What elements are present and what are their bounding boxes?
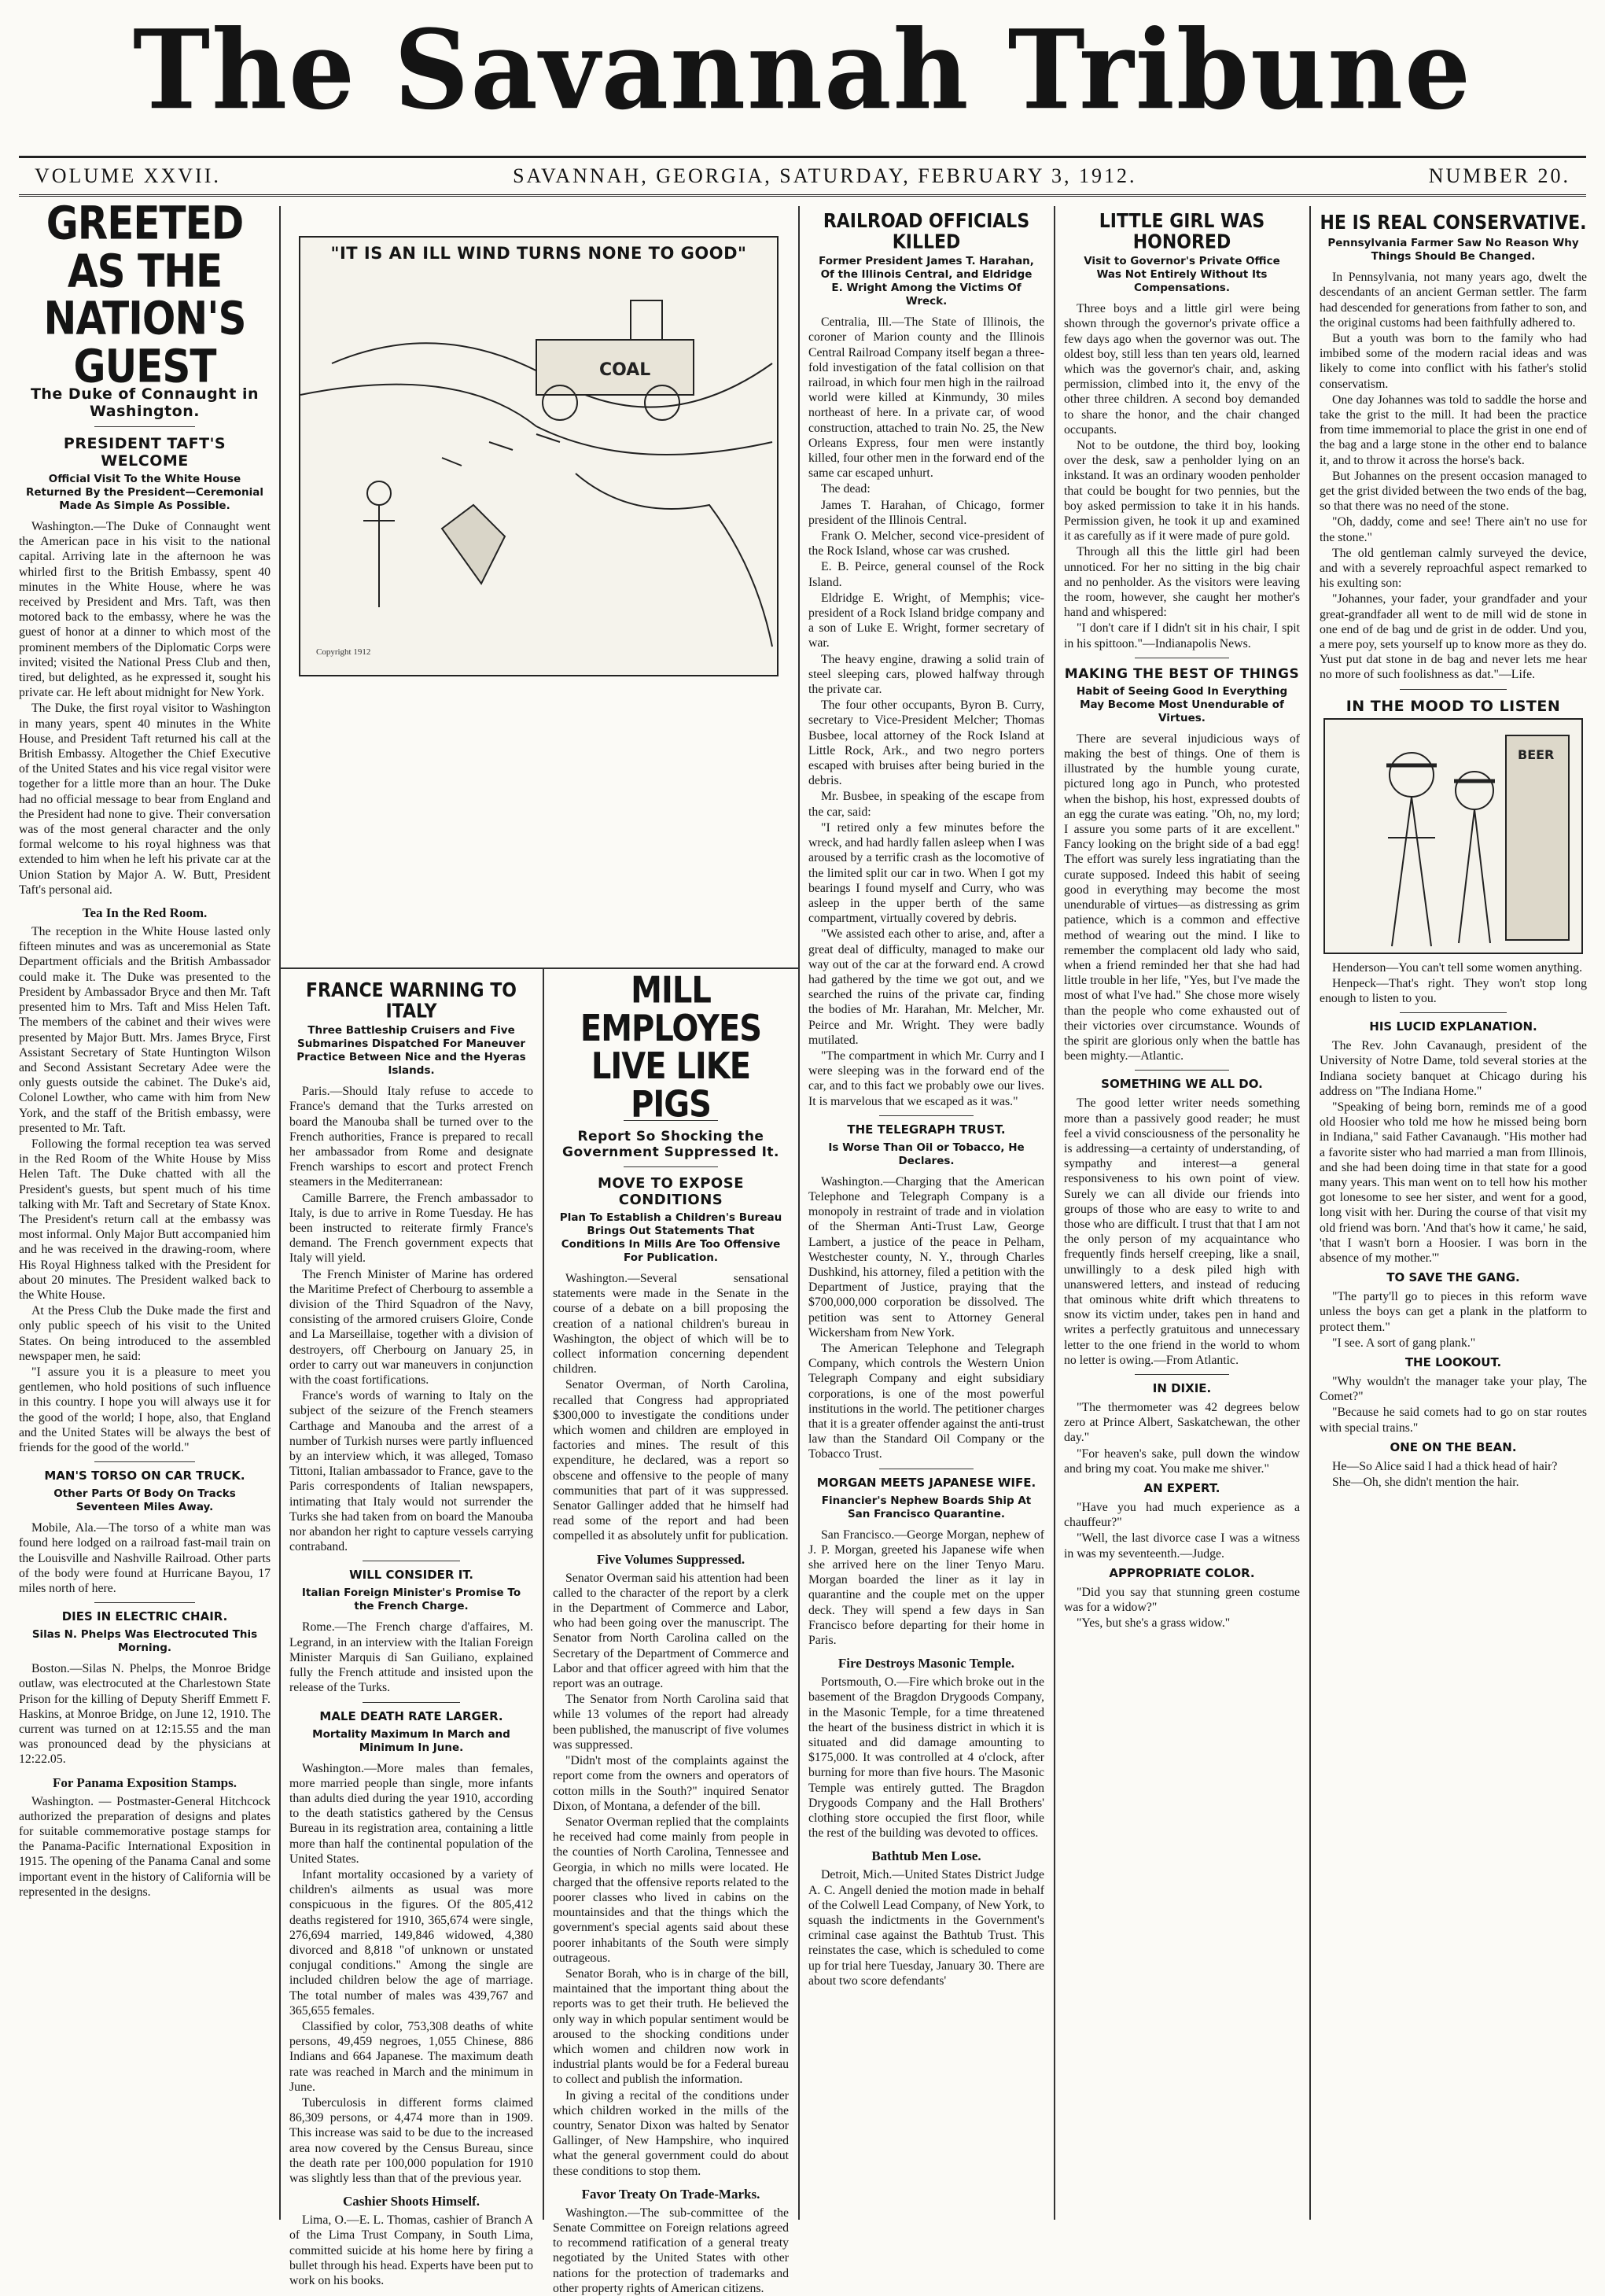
place-date: SAVANNAH, GEORGIA, SATURDAY, FEBRUARY 3, 1912. xyxy=(513,164,1137,187)
column-6 xyxy=(1312,206,1595,2220)
section-rule xyxy=(281,967,798,969)
deck-taft: Official Visit To the White House Returned By the President—Ceremonial Made As Simple As Possible. xyxy=(25,473,264,512)
subhead: Fire Destroys Masonic Temple. xyxy=(837,1656,1015,1671)
paragraph: Washington.—Several sensational statements were made in the Senate in the course of a debate on a bill proposing the creation of a national children's bureau in Washington, the object of which will be to collect information concerning dependent children. xyxy=(553,1272,789,1376)
headline-gang: TO SAVE THE GANG. xyxy=(1386,1270,1520,1285)
paragraph: He—So Alice said I had a thick head of hair? xyxy=(1332,1459,1558,1473)
paragraph: "Because he said comets had to go on star routes with special trains." xyxy=(1320,1406,1587,1435)
headline-railroad: RAILROAD OFFICIALS KILLED xyxy=(823,210,1030,254)
deck-death: Mortality Maximum In March and Minimum In June. xyxy=(312,1727,510,1754)
paragraph: Detroit, Mich.—United States District Judge A. C. Angell denied the motion made in behalf of the Colwell Lead Company, of New York, to squash the indictments in the Government's criminal case against the Bathtub Trust. This reinstates the case, which is scheduled to come up for trial here Tuesday, January 30. There are about two score defendants' xyxy=(808,1868,1044,1988)
deck-mill: Report So Shocking the Government Suppressed It. xyxy=(562,1129,779,1160)
headline-something: SOMETHING WE ALL DO. xyxy=(1101,1077,1263,1092)
paragraph: Senator Borah, who is in charge of the bill, maintained that the important thing about the reports was to get their truth. He believed the only way in which popular sentiment would be aroused to the shocking conditions under which women and children now work in industrial plants would be for a Federal bureau to collect and publish the information. xyxy=(553,1966,789,2087)
subhead: Bathtub Men Lose. xyxy=(871,1848,981,1864)
headline-morgan: MORGAN MEETS JAPANESE WIFE. xyxy=(816,1475,1036,1490)
headline-france: FRANCE WARNING TO ITALY xyxy=(306,979,517,1023)
paragraph: Centralia, Ill.—The State of Illinois, the coroner of Marion county and the Illinois Central Railroad Company itself began a three-fold investigation of the fatal collision on that railroad, in which four men high in the railroad world were killed at Kinmundy, 30 miles northeast of here. In a private car, of wood construction, attached to train No. 25, the New Orleans Express, four men were instantly killed, four other men in the forward end of the same car escaped unhurt. xyxy=(808,315,1044,481)
paragraph: "For heaven's sake, pull down the window and bring my coat. You make me shiver." xyxy=(1064,1447,1300,1476)
paragraph: "Why wouldn't the manager take your play, The Comet?" xyxy=(1320,1375,1587,1404)
paragraph: "Didn't most of the complaints against the report come from the owners and operators of cotton mills in the South?" inquired Senator Dixon, of Montana, a defender of the bill. xyxy=(553,1754,789,1813)
paragraph: "Have you had much experience as a chauffeur?" xyxy=(1064,1501,1300,1530)
paragraph: The dead: xyxy=(821,482,871,496)
headline-dixie: IN DIXIE. xyxy=(1152,1380,1212,1395)
headline-mill: MILL EMPLOYES LIVE LIKE PIGS xyxy=(580,970,762,1126)
paragraph: "Speaking of being born, reminds me of a good old Hoosier who told me how he missed being born in Indiana," said Father Cavanaugh. "His mother had a favorite sister who had married a man from Illinois, and she had been doing time in that state for a good many years. This man went on to tell how his mother got lonesome to see her sister, and went for a good, long visit with her. During the course of that visit my old friend was born. 'And that's how it came,' he said, 'that I wasn't born a Hoosier. I was born in the absence of my mother.'" xyxy=(1320,1100,1587,1266)
headline-expose: MOVE TO EXPOSE CONDITIONS xyxy=(598,1175,744,1208)
headline-torso: MAN'S TORSO ON CAR TRUCK. xyxy=(44,1469,245,1483)
headline-lucid: HIS LUCID EXPLANATION. xyxy=(1369,1019,1537,1034)
paragraph: Frank O. Melcher, second vice-president of the Rock Island, whose car was crushed. xyxy=(808,529,1044,558)
paragraph: The four other occupants, Byron B. Curry, secretary to Vice-President Melcher; Thomas Busbee, local attorney of the Rock Island at Little Rock, Ark., and two negro porters escaped with bruises after being buried in the debris. xyxy=(808,698,1044,788)
paragraph: But Johannes on the present occasion managed to get the grist divided between the two ends of the bag, so that there was no need of the stone. xyxy=(1320,469,1587,514)
dateline xyxy=(19,156,1586,197)
headline-duke: GREETED AS THE NATION'S GUEST xyxy=(43,197,246,392)
paragraph: Henderson—You can't tell some women anything. xyxy=(1332,960,1583,975)
paragraph: Not to be outdone, the third boy, looking over the desk, saw a penholder lying on an inkstand. It was an ordinary wooden penholder that could be bought for two pennies, but the boy asked permission to take it in his hands. Permission given, he took it up and examined it as carefully as if it were made of pure gold. xyxy=(1064,439,1300,544)
paragraph: At the Press Club the Duke made the first and only public speech of his visit to the United States. On being introduced to the assembled newspaper men, he said: xyxy=(19,1304,271,1363)
paragraph: "Did you say that stunning green costume was for a widow?" xyxy=(1064,1585,1300,1615)
paragraph: Mobile, Ala.—The torso of a white man was found here lodged on a railroad fast-mail train on the Louisville and Nashville Railroad. Other parts of the body were found at Hurricane Bayou, 17 miles north of here. xyxy=(19,1521,271,1595)
paragraph: Three boys and a little girl were being shown through the governor's private office a few days ago when the governor was out. The oldest boy, still less than ten years old, learned which was the governor's chair, and, asking permission, climbed into it, the envy of the other three children. A second boy demanded to share the honor, and the chair changed occupants. xyxy=(1064,302,1300,437)
deck-girl: Visit to Governor's Private Office Was Not Entirely Without Its Compensations. xyxy=(1084,255,1280,295)
paragraph: "The thermometer was 42 degrees below zero at Prince Albert, Saskatchewan, the other day." xyxy=(1064,1400,1300,1445)
paragraph: The good letter writer needs something more than a passively good reader; he must feel a vivid consciousness of the personality he is addressing—a certainty of understanding, of sympathy and interest—a general responsiveness to his own point of view. Surely we can all divide our friends into groups of those who are easy to write to and those who are difficult. I trust that that I am not the only person of my acquaintance who frequently finds herself creeping, like a snail, unwillingly to a desk piled high with unanswered letters, and instead of reducing that ominous white drift which threatens to snow its victim under, takes pen in hand and writes a perfectly gratuitous and unnecessary letter to the one friend in the world to whom no letter is owing.—From Atlantic. xyxy=(1064,1096,1300,1367)
paragraph: The Rev. John Cavanaugh, president of the University of Notre Dame, told several stories at the Indiana society banquet at Chicago during his address on "The Indiana Home." xyxy=(1320,1039,1587,1098)
paragraph: In giving a recital of the conditions under which children worked in the mills of the country, Senator Dixon was halted by Senator Gallinger, of New Hampshire, who inquired what the general government could do about these conditions to stop them. xyxy=(553,2088,789,2178)
paragraph: Senator Overman, of North Carolina, recalled that Congress had appropriated $300,000 to investigate the conditions under which women and children are employed in factories and mines. The result of this expenditure, he declared, was a report so obscene and offensive to the people of many communities that part of it was suppressed. Senator Gallinger added that he himself had read some of the report and had been compelled it as absolutely unfit for publication. xyxy=(553,1378,789,1543)
paragraph: Camille Barrere, the French ambassador to Italy, is due to arrive in Rome Tuesday. He has been instructed to reiterate firmly France's demand. The French government expects that Italy will yield. xyxy=(289,1191,533,1266)
paragraph: "I don't care if I didn't sit in his chair, I spit in his spittoon."—Indianapolis News. xyxy=(1064,621,1300,650)
column-rule xyxy=(1054,206,1055,2220)
cartoon-title: "IT IS AN ILL WIND TURNS NONE TO GOOD" xyxy=(330,244,747,263)
headline-conservative: HE IS REAL CONSERVATIVE. xyxy=(1320,212,1587,234)
headline-color: APPROPRIATE COLOR. xyxy=(1109,1565,1255,1580)
deck-chair: Silas N. Phelps Was Electrocuted This Morning. xyxy=(31,1628,258,1655)
paragraph: Classified by color, 753,308 deaths of white persons, 49,459 negroes, 1,055 Chinese, 886 Indians and 664 Japanese. The maximum death rate was reached in March and the minimum in June. xyxy=(289,2019,533,2094)
deck-expose: Plan To Establish a Children's Bureau Brings Out Statements That Conditions In Mills Are Too Offensive For Publication. xyxy=(559,1211,782,1264)
paragraph: There are several injudicious ways of making the best of things. One of them is illustrated by the humble young curate, pictured long ago in Punch, who protested when the bishop, his host, expressed doubts of an egg the curate was eating. "Oh, no, my lord; I assure you some parts of it are excellent." Fancy looking on the bright side of a bad egg! The effort was surely less ingratiating than the curate supposed. Indeed this habit of seeing good in everything may become the most unendurable of virtues—as distressing as grim patience, which is a common and effective method of wearing out the mind. I like to remember the complacent old lady who said, when a friend reminded her that she had had little trouble in her life, "Yes, but I've made the most of what I've had." She chose more wisely than the people who come exhausted out of their victories over circumstance. Wounds of the spirit are glorious only when the battle has been mighty.—Atlantic. xyxy=(1064,732,1300,1063)
paragraph: "I assure you it is a pleasure to meet you gentlemen, who hold positions of such influence in this country. I hope you will always use it for the good of the world; I hope, also, that England and the United States will be always the best of friends for the good of the world." xyxy=(19,1365,271,1454)
paragraph: Lima, O.—E. L. Thomas, cashier of Branch A of the Lima Trust Company, in South Lima, committed suicide at his home here by firing a bullet through his head. Experts have been put to work on his books. xyxy=(289,2213,533,2287)
paragraph: E. B. Peirce, general counsel of the Rock Island. xyxy=(808,560,1044,589)
headline-girl: LITTLE GIRL WAS HONORED xyxy=(1099,210,1265,254)
headline-chair: DIES IN ELECTRIC CHAIR. xyxy=(61,1609,228,1624)
issue-number: NUMBER 20. xyxy=(1428,164,1570,187)
cartoon-ill-wind xyxy=(299,236,779,676)
paragraph: She—Oh, she didn't mention the hair. xyxy=(1332,1476,1519,1490)
paragraph: Washington.—The Duke of Connaught went the American pace in his visit to the national capital. Arriving late in the afternoon he was whirled first to the British Embassy, spent 40 minutes in the White House, where he was received by President and Mrs. Taft, was then motored back to the embassy, where he was the guest of honor at a dinner to which most of the prominent members of the Diplomatic Corps were invited; visited the National Press Club and then, tired, but delighted, as he expressed it, sought his private car. He left about midnight for New York. xyxy=(19,520,271,700)
paragraph: "Yes, but she's a grass widow." xyxy=(1077,1616,1231,1631)
headline-telegraph: THE TELEGRAPH TRUST. xyxy=(847,1122,1006,1137)
paragraph: Infant mortality occasioned by a variety of children's ailments as usual was more conspicuous in the figures. Of the 805,412 deaths registered for 1910, 365,674 were single, 276,694 married, 149,846 widowed, 4,380 divorced and 8,818 "of unknown or unstated conjugal conditions." Among the single are included children below the age of marriage. The total number of males was 439,767 and 365,655 females. xyxy=(289,1867,533,2018)
paragraph: Paris.—Should Italy refuse to accede to France's demand that the Turks arrested on board the Manouba shall be turned over to the French authorities, France is prepared to recall her ambassador from Rome and designate French warships to escort and protect French steamers in the Mediterranean: xyxy=(289,1085,533,1189)
headline-mood: IN THE MOOD TO LISTEN xyxy=(1345,697,1561,715)
newspaper-title: The Savannah Tribune xyxy=(132,6,1473,135)
paragraph: Washington.—The sub-committee of the Senate Committee on Foreign relations agreed to recommend ratification of a general treaty negotiated by the United States with other nations for the protection of trademarks and other property rights of American citizens. xyxy=(553,2206,789,2295)
paragraph: "Johannes, your fader, your grandfader and your great-grandfader all went to de mill wid de stone in one end of de bag und de grist in de odder. Und you, a mere poy, sets yourself up to know more as they do. Yust put dat stone in de bag and never lets me hear no more of such foolishness as dat."—Life. xyxy=(1320,592,1587,682)
headline-expert: AN EXPERT. xyxy=(1143,1481,1220,1495)
subhead: Tea In the Red Room. xyxy=(82,905,208,921)
column-rule xyxy=(798,206,800,2220)
cartoon-mood-drawing xyxy=(1325,720,1581,953)
paragraph: "The compartment in which Mr. Curry and I were sleeping was in the forward end of the car, and to this fact we probably owe our lives. It is marvelous that we escaped as it was." xyxy=(808,1048,1044,1108)
paragraph: Senator Overman said his attention had been called to the character of the report by a clerk in the Department of Commerce and Labor, who had been going over the manuscript. The Senator from North Carolina called on the Secretary of the Department of Commerce and Labor and that officer agreed with him that the report was an outrage. xyxy=(553,1571,789,1691)
deck-france: Three Battleship Cruisers and Five Submarines Dispatched For Maneuver Practice Between Nice and the Hyeras Islands. xyxy=(296,1024,526,1078)
paragraph: Eldridge E. Wright, of Memphis; vice-president of a Rock Island bridge company and a son of Luke E. Wright, former secretary of war. xyxy=(808,591,1044,650)
subhead: For Panama Exposition Stamps. xyxy=(53,1775,237,1790)
column-3 xyxy=(545,970,797,2295)
column-rule xyxy=(543,969,544,2220)
paragraph: The Senator from North Carolina said that while 13 volumes of the report had already been published, the manuscript of five volumes was suppressed. xyxy=(553,1693,789,1752)
subhead: Cashier Shoots Himself. xyxy=(343,2194,480,2209)
paragraph: But a youth was born to the family who had imbibed some of the modern racial ideas and was likely to come into conflict with his father's stolid conservatism. xyxy=(1320,331,1587,391)
column-2 xyxy=(282,975,541,2287)
deck-will: Italian Foreign Minister's Promise To the French Charge. xyxy=(301,1587,521,1613)
paragraph: Mr. Busbee, in speaking of the escape from the car, said: xyxy=(808,790,1044,819)
headline-will: WILL CONSIDER IT. xyxy=(349,1568,473,1583)
headline-lookout: THE LOOKOUT. xyxy=(1404,1355,1502,1370)
headline-best: MAKING THE BEST OF THINGS xyxy=(1064,665,1300,682)
paragraph: "I retired only a few minutes before the wreck, and had hardly fallen asleep when I was aroused by a terrific crash as the locomotive of the limited split our car in two. When I got my bearings I found myself and Curry, who was asleep in the upper berth of the same compartment, virtually covered by debris. xyxy=(808,820,1044,926)
deck-best: Habit of Seeing Good In Everything May Become Most Unendurable of Virtues. xyxy=(1076,684,1288,724)
paragraph: "The party'll go to pieces in this reform wave unless the boys can get a plank in the platform to protect them." xyxy=(1320,1290,1587,1334)
paragraph: One day Johannes was told to saddle the horse and take the grist to the mill. It had been the practice from time immemorial to place the grist in one end of the bag and a large stone in the other end to balance it, and to throw it across the horse's back. xyxy=(1320,392,1587,467)
column-4 xyxy=(801,206,1052,2220)
cartoon-sign-beer: BEER xyxy=(1518,746,1555,762)
headline-death: MALE DEATH RATE LARGER. xyxy=(319,1708,503,1723)
column-1 xyxy=(11,197,278,2220)
deck-telegraph: Is Worse Than Oil or Tobacco, He Declares. xyxy=(828,1141,1025,1167)
paragraph: The Duke, the first royal visitor to Washington in many years, spent 40 minutes in the White House, and President Taft returned his call at the British Embassy. Altogether the Chief Executive of the United States and his vice regal visitor were together for a little more than an hour. The Duke had no official message to bear from England and the President had none to give. Their conversation was of the most general character and the only formal welcome to his royal highness was that extended to him when he left his private car at the Union Station by Major A. W. Butt, President Taft's personal aid. xyxy=(19,702,271,897)
paragraph: Boston.—Silas N. Phelps, the Monroe Bridge outlaw, was electrocuted at the Charlestown State Prison for the killing of Deputy Sheriff Emmett F. Haskins, at Monroe Bridge, on June 12, 1910. The current was turned on at 12:15.55 and the man was pronounced dead by the physicians at 12:22.05. xyxy=(19,1662,271,1767)
paragraph: "Well, the last divorce case I was a witness in was my seventeenth.—Judge. xyxy=(1064,1531,1300,1561)
paragraph: "We assisted each other to arise, and, after a great deal of difficulty, managed to make our way out of the car at the forward end. A crowd had gathered by the time we got out, and we searched the ruins of the private car, finding the bodies of Mr. Harahan, Mr. Melcher, Mr. Peirce and Mr. Wright. They were badly mutilated. xyxy=(808,927,1044,1047)
paragraph: In Pennsylvania, not many years ago, dwelt the descendants of an ancient German settler. The farm had descended for generations from father to son, and the original customs had been faithfully adhered to. xyxy=(1320,271,1587,330)
column-rule xyxy=(279,206,281,2220)
cartoon-credit: Copyright 1912 xyxy=(316,647,371,657)
paragraph: Washington. — Postmaster-General Hitchcock authorized the preparation of designs and plates for suitable commemorative postage stamps for the Panama-Pacific International Exposition in 1915. The opening of the Panama Canal and some important event in the history of California will be represented in the designs. xyxy=(19,1794,271,1899)
subhead: Favor Treaty On Trade-Marks. xyxy=(581,2186,760,2202)
paragraph: "I see. A sort of gang plank." xyxy=(1332,1336,1476,1350)
paragraph: Following the formal reception tea was served in the Red Room of the White House by Miss Helen Taft. The Duke chatted with all the President's guests, but spent much of his time talking with Mr. Taft and Secretary of State Knox. The President's return call at the embassy was most informal. Only Major Butt accompanied him and he was received in the drawing-room, where His Royal Highness talked with the President for about 20 minutes. The President walked back to the White House. xyxy=(19,1137,271,1302)
paragraph: Tuberculosis in different forms claimed 86,309 persons, or 4,474 more than in 1909. This increase was said to be due to the increased area now covered by the Census Bureau, since the death rate per 100,000 population for 1910 was slightly less than that of the previous year. xyxy=(289,2095,533,2185)
paragraph: Henpeck—That's right. They won't stop long enough to listen to you. xyxy=(1320,976,1587,1005)
paragraph: Portsmouth, O.—Fire which broke out in the basement of the Bragdon Drygoods Company, in the Masonic Temple, for a time threatened the heart of the business district in which it is situated and did damage amounting to $175,000. It was controlled at 4 o'clock, after burning for more than five hours. The Masonic Temple was entirely gutted. The Bragdon Drygoods Company and the Hall Brothers' clothing store occupied the first floor, while the rest of the building was devoted to offices. xyxy=(808,1675,1044,1841)
subhead: Five Volumes Suppressed. xyxy=(596,1551,745,1567)
column-rule xyxy=(1309,206,1311,2220)
headline-bean: ONE ON THE BEAN. xyxy=(1390,1439,1517,1454)
paragraph: The heavy engine, drawing a solid train of steel sleeping cars, plowed halfway through the private car. xyxy=(808,652,1044,697)
cartoon-sign-coal: COAL xyxy=(599,360,651,380)
paragraph: France's words of warning to Italy on the subject of the seizure of the French steamers Carthage and Manouba and the arrest of a number of Turkish nurses were partly influenced by an interview which, it was alleged, Tomaso Tittoni, Italian ambassador to France, gave to the Paris correspondents of Italian newspapers, intimating that Italy would not surrender the Turks she had taken from on board the Manouba nor abandon her right to capture vessels carrying contraband. xyxy=(289,1389,533,1554)
paragraph: The American Telephone and Telegraph Company, which controls the Western Union Telegraph Company and eight subsidiary corporations, is one of the most powerful institutions in the world. The petitioner charges that it is a greater offender against the anti-trust law than the Standard Oil Company or the Tobacco Trust. xyxy=(808,1341,1044,1461)
paragraph: Senator Overman replied that the complaints he received had come mainly from people in the counties of North Carolina, Tennessee and Georgia, in which no mills were located. He charged that the offensive reports related to the poorer classes who lived in cabins on the mountainsides and that the things which the government's special agents said about these poorer inhabitants of the South were simply outrageous. xyxy=(553,1815,789,1965)
headline-taft: PRESIDENT TAFT'S WELCOME xyxy=(63,435,226,470)
paragraph: San Francisco.—George Morgan, nephew of J. P. Morgan, greeted his Japanese wife when she arrived here on the liner Tenyo Maru. Morgan boarded the liner as it lay in quarantine and the couple met on the upper deck. They will spend a few days in San Francisco before departing for their home in Paris. xyxy=(808,1528,1044,1648)
paragraph: "Oh, daddy, come and see! There ain't no use for the stone." xyxy=(1320,515,1587,544)
cartoon-mood xyxy=(1323,718,1583,954)
deck-duke: The Duke of Connaught in Washington. xyxy=(30,385,260,420)
paragraph: The French Minister of Marine has ordered the Maritime Prefect of Cherbourg to assemble a division of the Third Squadron of the Navy, consisting of the armored cruisers Gloire, Conde and La Marseillaise, together with a division of destroyers, off Cherbourg on January 25, in order to carry out war maneuvers in conjunction with the coast fortifications. xyxy=(289,1267,533,1388)
paragraph: The reception in the White House lasted only fifteen minutes and was as unceremonial as State Department officials and the British Ambassador could make it. The Duke was presented to the President by Ambassador Bryce and then Mr. Taft presented him to Mrs. Taft and Miss Helen Taft. The members of the cabinet and their wives were presented by Major Butt. Mrs. James Bryce, First Assistant Secretary of State Huntington Wilson and Second Assistant Secretary Adee were the only guests outside the cabinet. The Duke's aid, Colonel Lowther, who came with him from New York, and the staff of the British embassy, were presented to Mr. Taft. xyxy=(19,925,271,1135)
deck-morgan: Financier's Nephew Boards Ship At San Francisco Quarantine. xyxy=(821,1494,1032,1520)
paragraph: Through all this the little girl had been unnoticed. For her no sitting in the big chair and no penholder. As the visitors were leaving the room, however, she caught her mother's hand and whispered: xyxy=(1064,545,1300,620)
paragraph: Washington.—More males than females, more married people than single, more infants than adults died during the year 1910, according to the death statistics gathered by the Census Bureau in its registration area, containing a little more than half the continental population of the United States. xyxy=(289,1761,533,1866)
masthead xyxy=(19,8,1586,134)
column-5 xyxy=(1056,206,1308,2220)
paragraph: Rome.—The French charge d'affaires, M. Legrand, in an interview with the Italian Foreign Minister Marquis di San Guiliano, explained fully the French attitude and insisted upon the release of the Turks. xyxy=(289,1620,533,1695)
cartoon-drawing xyxy=(300,269,777,662)
deck-railroad: Former President James T. Harahan, Of the Illinois Central, and Eldridge E. Wright Among the Victims Of Wreck. xyxy=(819,255,1034,308)
deck-torso: Other Parts Of Body On Tracks Seventeen Miles Away. xyxy=(53,1487,236,1514)
paragraph: Washington.—Charging that the American Telephone and Telegraph Company is a monopoly in restraint of trade and in violation of the Sherman Anti-Trust Law, George Lambert, a justice of the peace in Pelham, Westchester county, N. Y., through Charles Dushkind, his attorney, filed a petition with the Department of Justice, praying that the $700,000,000 corporation be dissolved. The petition was sent to Attorney General Wickersham from New York. xyxy=(808,1174,1044,1340)
paragraph: The old gentleman calmly surveyed the device, and with a severely reproachful aspect remarked to his exulting son: xyxy=(1320,546,1587,591)
deck-conservative: Pennsylvania Farmer Saw No Reason Why Things Should Be Changed. xyxy=(1327,237,1579,264)
paragraph: James T. Harahan, of Chicago, former president of the Illinois Central. xyxy=(808,498,1044,527)
volume: VOLUME XXVII. xyxy=(35,164,221,187)
